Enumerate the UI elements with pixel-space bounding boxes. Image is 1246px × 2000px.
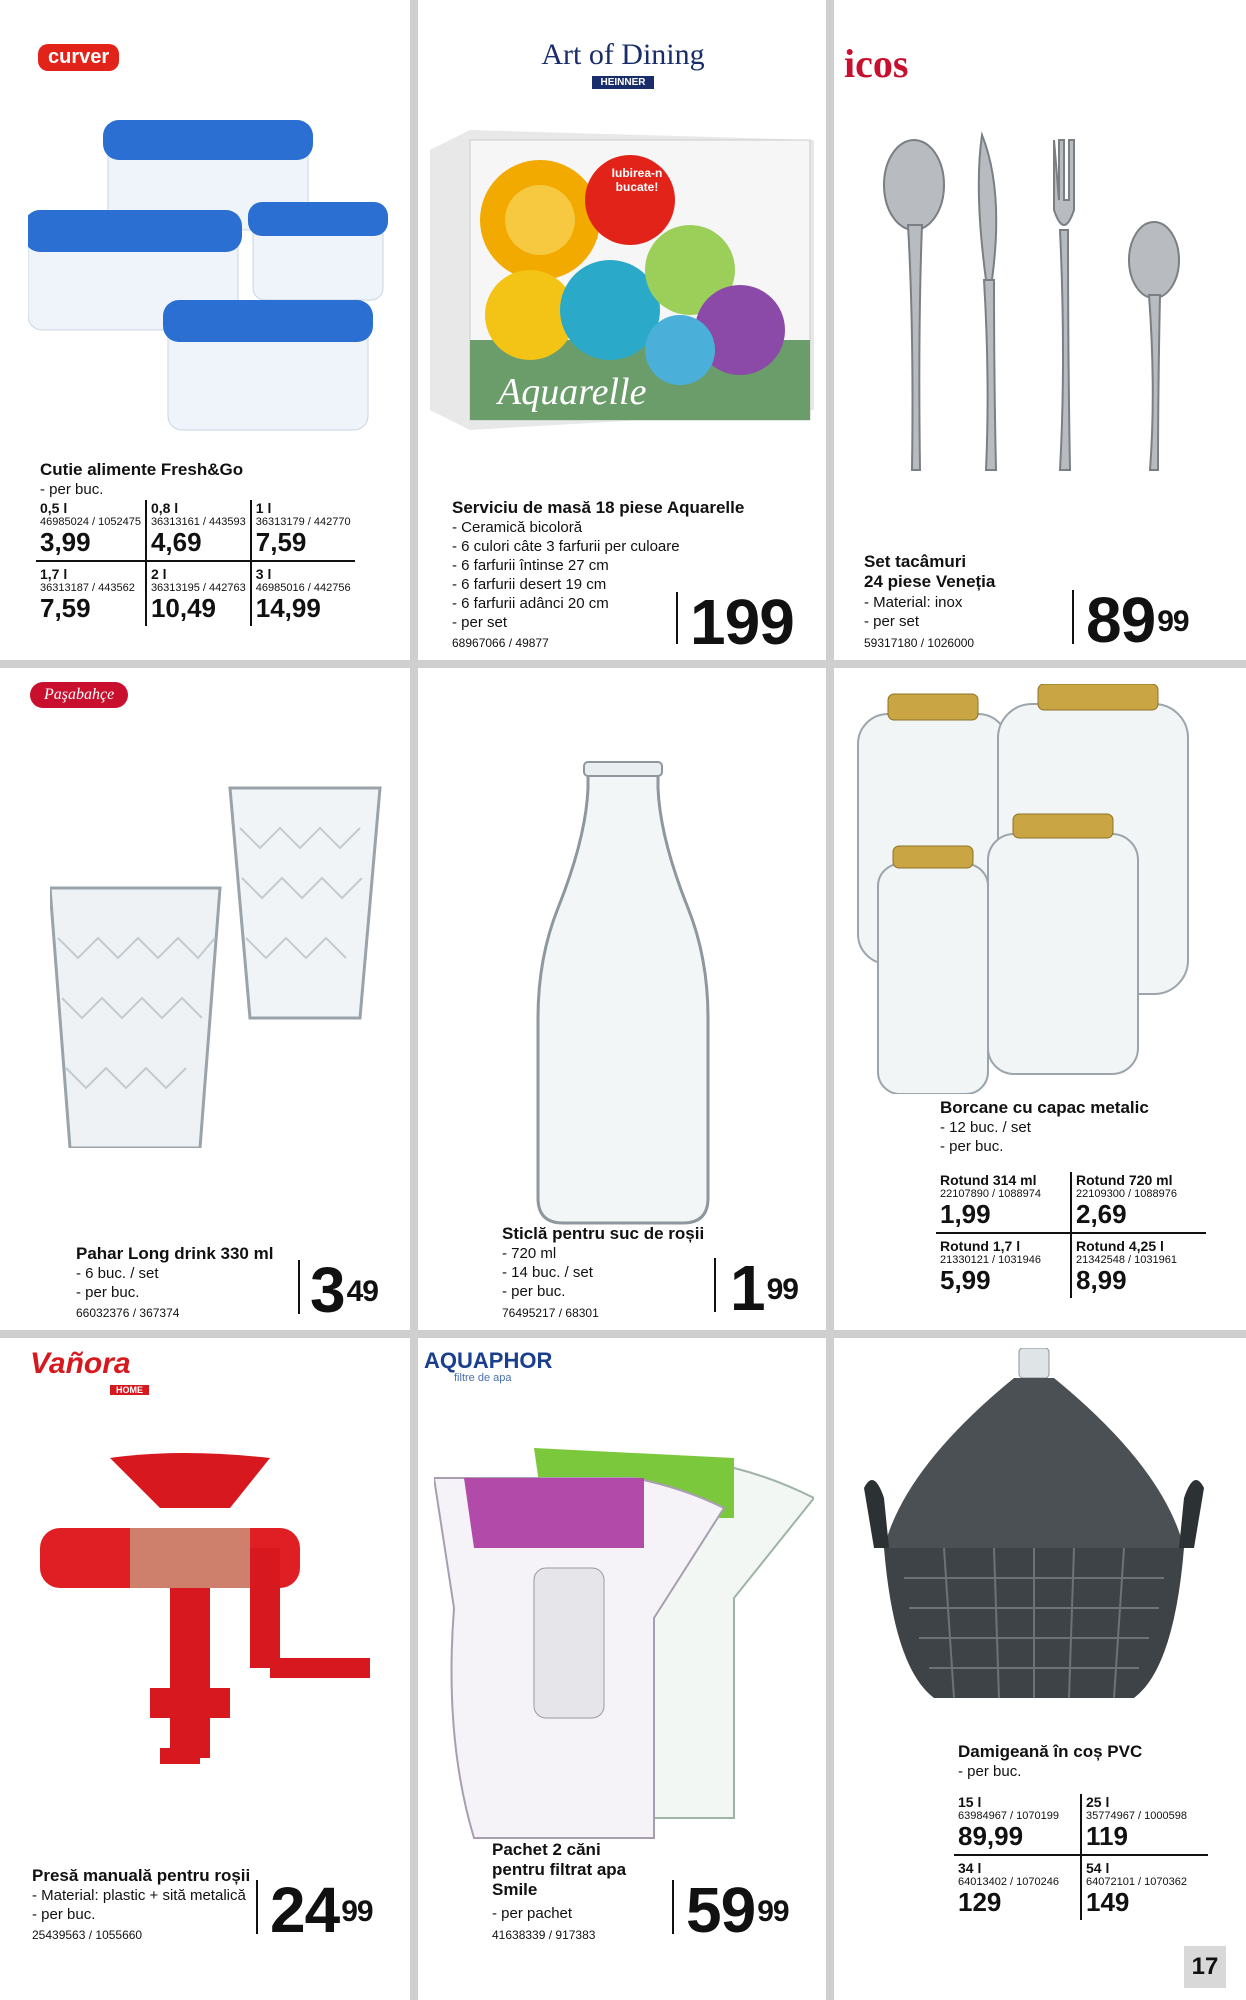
variant-size: 1,7 l — [40, 566, 68, 582]
product-title: Sticlă pentru suc de roșii — [502, 1224, 705, 1243]
price — [1086, 584, 1189, 656]
product-card-aquarelle[interactable] — [418, 0, 826, 660]
aquaphor-logo — [424, 1350, 552, 1384]
variant-size: Rotund 1,7 l — [940, 1238, 1021, 1254]
variant-size: Rotund 314 ml — [940, 1172, 1037, 1188]
spec-line: - per buc. — [940, 1138, 1004, 1155]
price-main: 24 — [270, 1874, 340, 1946]
brand-name: AQUAPHOR — [424, 1348, 553, 1373]
price — [686, 1874, 789, 1946]
spec-line: - 6 farfurii întinse 27 cm — [452, 557, 609, 574]
variant-code: 21342548 / 1031961 — [1076, 1254, 1177, 1266]
product-card-sticla[interactable] — [418, 668, 826, 1330]
variant-size: 1 l — [255, 500, 272, 516]
page-number: 17 — [1184, 1946, 1226, 1988]
variant-price: 5,99 — [940, 1265, 991, 1295]
variant-table — [36, 500, 355, 626]
variant-code: 64013402 / 1070246 — [958, 1876, 1059, 1888]
variant-code: 22109300 / 1088976 — [1076, 1188, 1177, 1200]
spec-line: - 6 buc. / set — [76, 1265, 159, 1282]
price-main: 3 — [310, 1254, 345, 1326]
price-cents: 99 — [1157, 605, 1189, 638]
brand-sub: HEINNER — [592, 76, 653, 89]
variant-code: 22107890 / 1088974 — [940, 1188, 1041, 1200]
product-title: Cutie alimente Fresh&Go — [40, 460, 244, 479]
product-code: 59317180 / 1026000 — [864, 636, 975, 650]
water-filter-jugs-image — [434, 1438, 814, 1848]
spec-line: - 14 buc. / set — [502, 1264, 593, 1281]
variant-cell — [146, 561, 251, 626]
spec-line: - 6 farfurii adânci 20 cm — [452, 595, 609, 612]
spec-line: - 6 farfurii desert 19 cm — [452, 576, 607, 593]
product-code: 66032376 / 367374 — [76, 1306, 180, 1320]
product-card-borcane[interactable] — [834, 668, 1246, 1330]
price-cents: 99 — [766, 1273, 798, 1306]
icos-logo: icos — [844, 41, 909, 86]
variant-cell — [1081, 1794, 1208, 1855]
product-title: Borcane cu capac metalic — [940, 1098, 1149, 1117]
variant-cell — [1071, 1233, 1206, 1298]
variant-table — [954, 1794, 1208, 1920]
product-title: Smile — [492, 1880, 538, 1899]
variant-price: 149 — [1086, 1887, 1130, 1917]
tomato-press-image — [30, 1448, 400, 1768]
variant-size: 3 l — [255, 566, 272, 582]
brand-name: Vañora — [30, 1347, 131, 1380]
price-main: 89 — [1086, 584, 1156, 656]
variant-size: 0,5 l — [40, 500, 68, 516]
price: 199 — [690, 586, 794, 658]
variant-cell — [1081, 1855, 1208, 1920]
variant-code: 63984967 / 1070199 — [958, 1810, 1059, 1822]
variant-code: 36313195 / 442763 — [150, 582, 246, 594]
product-title: Set tacâmuri — [864, 552, 967, 571]
variant-cell — [1071, 1172, 1206, 1233]
spec-line: - 6 culori câte 3 farfurii per culoare — [452, 538, 680, 555]
variant-size: 54 l — [1086, 1860, 1110, 1876]
product-card-damigeana[interactable] — [834, 1338, 1246, 2000]
product-title: 24 piese Veneția — [864, 572, 996, 591]
food-containers-image — [28, 110, 398, 450]
variant-cell — [36, 561, 146, 626]
price-divider — [1072, 590, 1074, 644]
spec-line: - per set — [452, 614, 508, 631]
unit-label: - per buc. — [958, 1763, 1022, 1780]
spec-line: - per buc. — [502, 1283, 566, 1300]
variant-cell — [36, 500, 146, 561]
pasabahce-logo: Paşabahçe — [30, 682, 128, 708]
art-of-dining-logo — [428, 38, 818, 90]
bottle-image — [528, 758, 718, 1228]
spec-line: - per buc. — [76, 1284, 140, 1301]
price-cents: 49 — [346, 1275, 378, 1308]
vanora-logo — [30, 1348, 149, 1398]
product-card-aquaphor[interactable] — [418, 1338, 826, 2000]
variant-price: 7,59 — [40, 593, 91, 623]
variant-price: 8,99 — [1076, 1265, 1127, 1295]
product-title: pentru filtrat apa — [492, 1860, 627, 1879]
variant-price: 7,59 — [255, 527, 307, 557]
product-title: Presă manuală pentru roșii — [32, 1866, 251, 1885]
price-main: 59 — [686, 1874, 756, 1946]
variant-cell — [936, 1172, 1071, 1233]
brand-sub: HOME — [110, 1385, 149, 1395]
brand-name: Art of Dining — [541, 38, 705, 71]
curver-logo: curver — [38, 44, 119, 71]
spec-line: - per buc. — [32, 1906, 96, 1923]
variant-code: 36313179 / 442770 — [255, 516, 351, 528]
spec-line: - Material: inox — [864, 594, 963, 611]
variant-code: 46985016 / 442756 — [255, 582, 351, 594]
variant-size: 15 l — [958, 1794, 982, 1810]
product-card-tacamuri[interactable] — [834, 0, 1246, 660]
variant-cell — [251, 500, 355, 561]
product-card-presa[interactable] — [0, 1338, 410, 2000]
variant-size: 2 l — [150, 566, 167, 582]
variant-size: 0,8 l — [150, 500, 179, 516]
variant-price: 119 — [1086, 1821, 1128, 1851]
box-product-name: Aquarelle — [498, 371, 647, 413]
product-card-pahar[interactable] — [0, 668, 410, 1330]
variant-code: 46985024 / 1052475 — [40, 516, 141, 528]
product-title: Pachet 2 căni — [492, 1840, 601, 1859]
product-code: 68967066 / 49877 — [452, 636, 549, 650]
variant-cell — [936, 1233, 1071, 1298]
box-badge: Iubirea-n bucate! — [611, 166, 663, 194]
price-divider — [256, 1880, 258, 1934]
demijohn-basket-image — [864, 1348, 1204, 1708]
product-code: 41638339 / 917383 — [492, 1928, 596, 1942]
jars-image — [838, 684, 1238, 1094]
variant-price: 89,99 — [958, 1821, 1024, 1851]
variant-code: 35774967 / 1000598 — [1086, 1810, 1187, 1822]
price-divider — [714, 1258, 716, 1312]
price-divider — [676, 592, 678, 644]
variant-table — [936, 1172, 1206, 1298]
product-code: 25439563 / 1055660 — [32, 1928, 143, 1942]
variant-size: Rotund 4,25 l — [1076, 1238, 1164, 1254]
price — [730, 1252, 798, 1324]
variant-cell — [954, 1794, 1081, 1855]
price-cents: 99 — [757, 1895, 789, 1928]
price-divider — [672, 1880, 674, 1934]
variant-cell — [146, 500, 251, 561]
product-title: Pahar Long drink 330 ml — [76, 1244, 274, 1263]
price-divider — [298, 1260, 300, 1314]
brand-sub: filtre de apa — [454, 1372, 512, 1384]
price — [310, 1254, 378, 1326]
variant-code: 21330121 / 1031946 — [940, 1254, 1041, 1266]
variant-cell — [251, 561, 355, 626]
variant-price: 3,99 — [40, 527, 91, 557]
variant-price: 1,99 — [940, 1199, 991, 1229]
variant-code: 36313187 / 443562 — [40, 582, 135, 594]
cutlery-image — [864, 130, 1214, 490]
variant-price: 10,49 — [150, 593, 217, 623]
spec-line: - per pachet — [492, 1905, 573, 1922]
price-cents: 99 — [341, 1895, 373, 1928]
spec-line: - 720 ml — [502, 1245, 557, 1262]
product-card-curver[interactable] — [0, 0, 410, 660]
product-title: Damigeană în coș PVC — [958, 1742, 1143, 1761]
variant-price: 2,69 — [1076, 1199, 1127, 1229]
variant-cell — [954, 1855, 1081, 1920]
price-main: 1 — [730, 1252, 765, 1324]
product-code: 76495217 / 68301 — [502, 1306, 599, 1320]
variant-size: 25 l — [1086, 1794, 1110, 1810]
unit-label: - per buc. — [40, 481, 104, 498]
spec-line: - per set — [864, 613, 920, 630]
spec-line: - Ceramică bicoloră — [452, 519, 583, 536]
spec-line: - 12 buc. / set — [940, 1119, 1031, 1136]
variant-price: 14,99 — [255, 593, 321, 623]
variant-size: Rotund 720 ml — [1076, 1172, 1173, 1188]
variant-price: 4,69 — [150, 527, 202, 557]
spec-line: - Material: plastic + sită metalică — [32, 1887, 246, 1904]
variant-code: 64072101 / 1070362 — [1086, 1876, 1187, 1888]
product-title: Serviciu de masă 18 piese Aquarelle — [452, 498, 745, 517]
variant-code: 36313161 / 443593 — [150, 516, 246, 528]
variant-price: 129 — [958, 1887, 1002, 1917]
glasses-image — [50, 768, 390, 1148]
price — [270, 1874, 373, 1946]
variant-size: 34 l — [958, 1860, 982, 1876]
